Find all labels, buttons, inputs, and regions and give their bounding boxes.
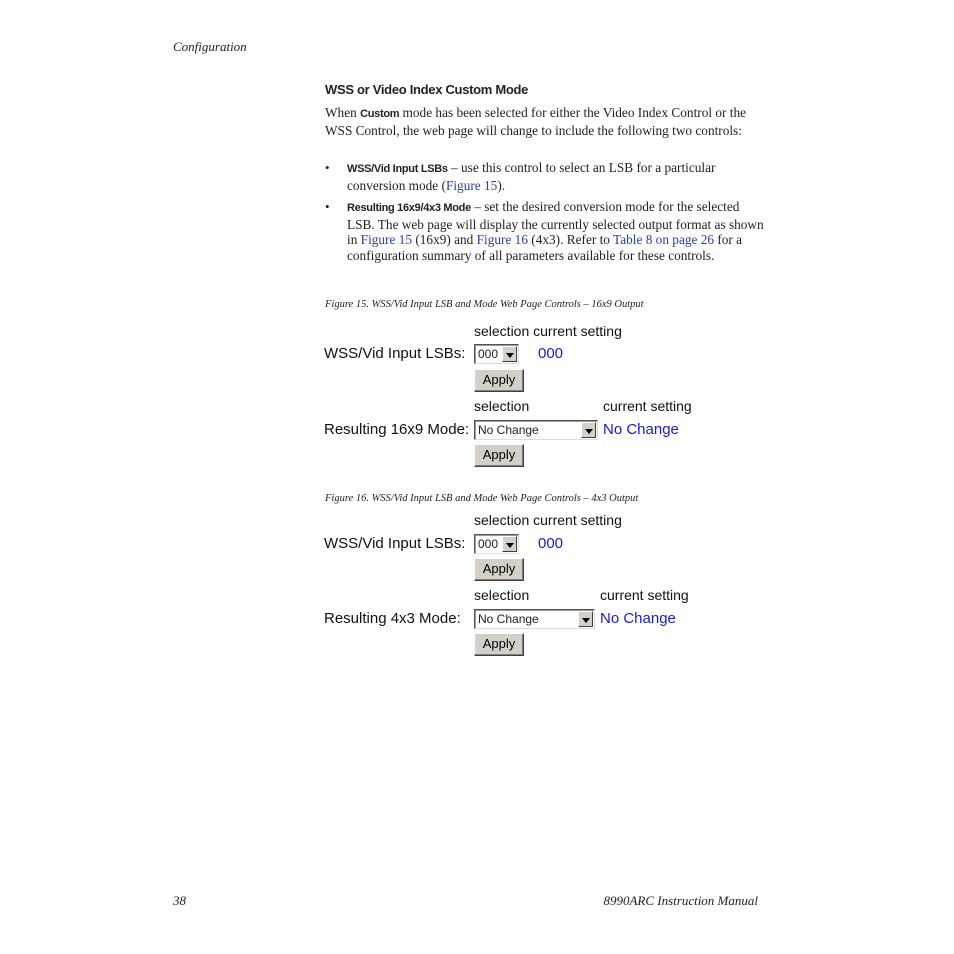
figure-16-caption: Figure 16. WSS/Vid Input LSB and Mode Web Page Controls – 4x3 Output (325, 493, 639, 504)
apply-lsb-button[interactable]: Apply (474, 558, 524, 581)
chevron-down-icon[interactable] (502, 536, 517, 552)
lsb-current-value: 000 (538, 345, 564, 362)
mode-current-value: No Change (600, 610, 676, 627)
page-number: 38 (173, 893, 186, 908)
bullet-text: – use this control to select an LSB for a particular conversion mode ( (347, 160, 716, 193)
bullet-dot: • (325, 160, 330, 175)
running-header: Configuration (173, 39, 247, 54)
bullet-text: (4x3). Refer to (527, 232, 614, 248)
intro-keyword: Custom (360, 108, 400, 120)
bullet-text: for a configuration summary of all parameters available for these controls. (347, 232, 743, 263)
mode-selected-value: No Change (478, 612, 539, 626)
manual-title: 8990ARC Instruction Manual (603, 893, 758, 908)
bullet-dot: • (325, 199, 330, 214)
mode-selected-value: No Change (478, 423, 539, 437)
figure-15-link[interactable]: Figure 15 (445, 177, 498, 193)
lsb-selected-value: 000 (478, 537, 499, 551)
figure-15-caption: Figure 15. WSS/Vid Input LSB and Mode Web Page Controls – 16x9 Output (325, 299, 644, 310)
bullet-text: (16x9) and (412, 232, 477, 248)
chevron-down-icon[interactable] (581, 422, 596, 438)
mode-select[interactable] (474, 609, 595, 629)
chevron-down-icon[interactable] (578, 611, 593, 627)
lsb-label: WSS/Vid Input LSBs: (324, 535, 466, 552)
lsb-select[interactable] (474, 534, 519, 554)
apply-mode-button[interactable]: Apply (474, 444, 524, 467)
bullet-term: Resulting 16x9/4x3 Mode (347, 202, 471, 214)
bullet-item-mode (347, 199, 765, 263)
apply-mode-button[interactable]: Apply (474, 633, 524, 656)
table-8-link[interactable]: Table 8 on page 26 (613, 232, 715, 248)
chevron-down-icon[interactable] (502, 346, 517, 362)
bullet-text: – set the desired conversion mode for the selected LSB. The web page will display the currently selected output format as shown in (347, 199, 764, 248)
section-heading: WSS or Video Index Custom Mode (325, 82, 529, 97)
figure-16-link[interactable]: Figure 16 (476, 232, 528, 248)
lsb-select[interactable] (474, 344, 519, 364)
intro-pre: When (325, 105, 361, 120)
lsb-label: WSS/Vid Input LSBs: (324, 345, 466, 362)
lsb-header: selection current setting (474, 512, 622, 528)
lsb-header: selection current setting (474, 323, 622, 339)
mode-current-value: No Change (603, 421, 679, 438)
mode-label: Resulting 4x3 Mode: (324, 610, 461, 627)
intro-paragraph (325, 105, 765, 138)
bullet-text-end: ). (497, 177, 506, 193)
mode-select[interactable] (474, 420, 598, 440)
mode-current-header: current setting (603, 398, 692, 414)
mode-selection-header: selection (474, 398, 530, 414)
bullet-term: WSS/Vid Input LSBs (347, 163, 448, 175)
intro-post: mode has been selected for either the Video Index Control or the WSS Control, the web page will change to include the following two controls: (325, 105, 747, 138)
mode-selection-header: selection (474, 587, 530, 603)
lsb-selected-value: 000 (478, 347, 499, 361)
lsb-current-value: 000 (538, 535, 564, 552)
bullet-item-lsb (347, 160, 765, 193)
mode-label: Resulting 16x9 Mode: (324, 421, 470, 438)
figure-15-link[interactable]: Figure 15 (360, 232, 413, 248)
apply-lsb-button[interactable]: Apply (474, 369, 524, 392)
mode-current-header: current setting (600, 587, 689, 603)
